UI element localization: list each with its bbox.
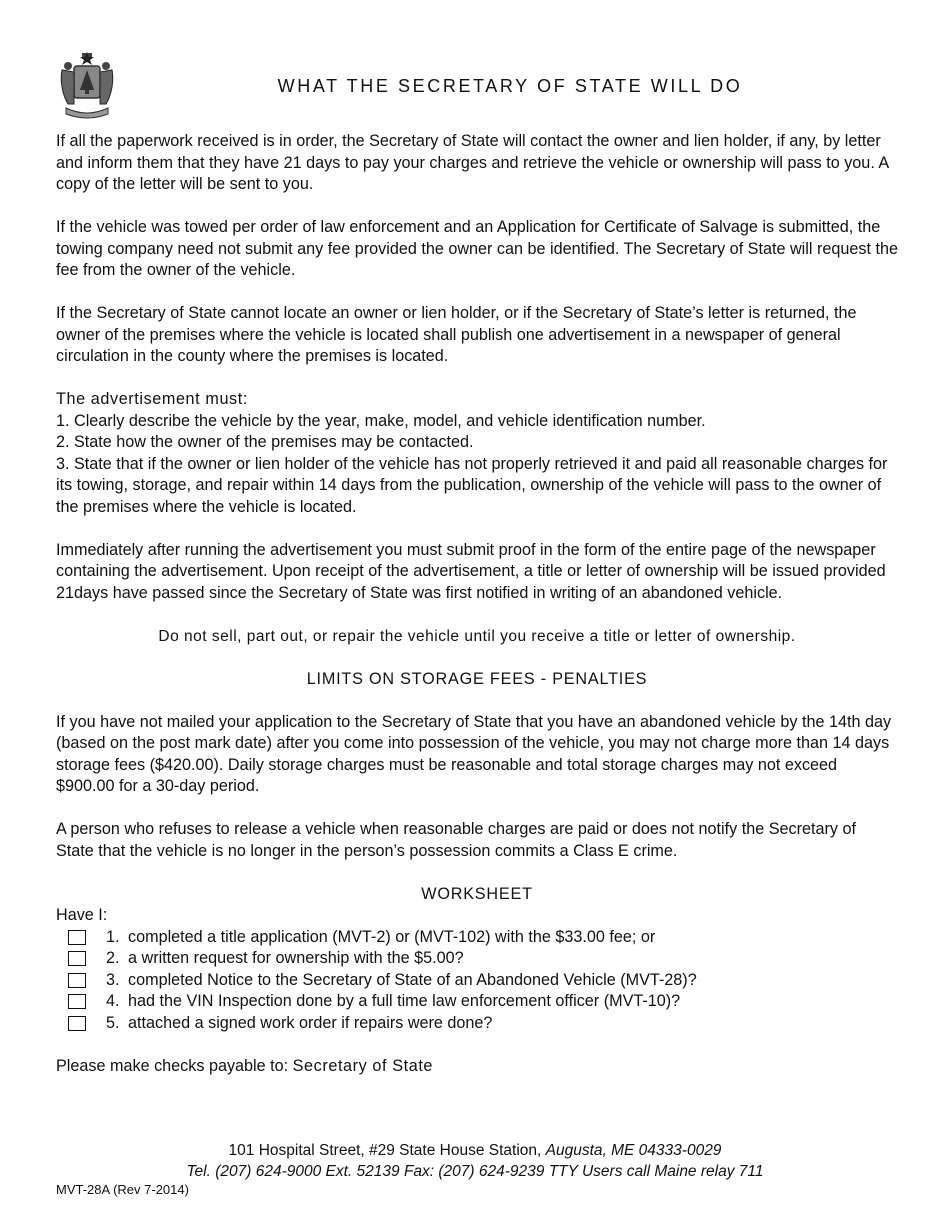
paragraph-owner-not-located: If the Secretary of State cannot locate an owner or lien holder, or if the Secretary of State’s letter is returned, the owner of the premises where the vehicle is located shall publish one advertisement in a newspaper of general circulation in the county where the premises is located. (56, 304, 857, 365)
advertisement-section (56, 389, 898, 518)
worksheet-checkbox[interactable] (68, 951, 86, 966)
footer-address-line (0, 1140, 950, 1161)
document-body (56, 131, 898, 1077)
page-title: WHAT THE SECRETARY OF STATE WILL DO (277, 76, 743, 96)
worksheet-item-number: 4. (106, 992, 120, 1010)
footer (0, 1140, 950, 1182)
advertisement-item: 3. State that if the owner or lien holder of the vehicle has not properly retrieved it and paid all reasonable charges for its towing, storage, and repair within 14 days from the publication, ownership of the vehicle will pass to the owner of the premises where the vehicle is located. (56, 454, 888, 516)
worksheet-heading: WORKSHEET (421, 884, 533, 903)
worksheet-item-text: a written request for ownership with the $5.00? (128, 949, 464, 967)
worksheet-checkbox[interactable] (68, 1016, 86, 1031)
worksheet-item (56, 1013, 898, 1035)
worksheet-item-number: 1. (106, 927, 120, 946)
worksheet-checkbox[interactable] (68, 930, 86, 945)
worksheet-item-number: 3. (106, 970, 120, 989)
worksheet-item-number: 2. (106, 949, 120, 967)
worksheet-item-text: completed a title application (MVT-2) or (MVT-102) with the $33.00 fee; or (128, 927, 656, 946)
worksheet-item-number: 5. (106, 1013, 120, 1032)
worksheet-intro: Have I: (56, 906, 108, 924)
footer-city: Augusta, ME 04333-0029 (545, 1142, 722, 1159)
paragraph-towed: If the vehicle was towed per order of law enforcement and an Application for Certificate of Salvage is submitted, the towing company need not submit any fee provided the owner can be identified. The Secretary of State will request the fee from the owner of the vehicle. (56, 218, 898, 279)
form-number: MVT-28A (Rev 7-2014) (56, 1182, 189, 1197)
paragraph-paperwork: If all the paperwork received is in order, the Secretary of State will contact the owner and lien holder, if any, by letter and inform them that they have 21 days to pay your charges and retrieve the vehicle or ownership will pass to you. A copy of the letter will be sent to you. (56, 132, 889, 193)
paragraph-class-e-crime: A person who refuses to release a vehicle when reasonable charges are paid or does not notify the Secretary of State that the vehicle is no longer in the person’s possession commits a Class E crime. (56, 820, 856, 860)
worksheet-checkbox[interactable] (68, 973, 86, 988)
maine-state-seal-icon (58, 52, 116, 120)
footer-contact: Tel. (207) 624-9000 Ext. 52139 Fax: (207) 624-9239 TTY Users call Maine relay 711 (186, 1163, 764, 1180)
checks-payable-line (56, 1056, 898, 1078)
paragraph-proof: Immediately after running the advertisement you must submit proof in the form of the entire page of the newspaper containing the advertisement. Upon receipt of the advertisement, a title or letter of ownership will be issued provided 21days have passed since the Secretary of State was first notified in writing of an abandoned vehicle. (56, 540, 886, 602)
limits-heading: LIMITS ON STORAGE FEES - PENALTIES (306, 669, 648, 688)
advertisement-label: The advertisement must: (56, 390, 248, 408)
checks-label: Please make checks payable to: (56, 1056, 289, 1075)
worksheet-item (56, 927, 898, 949)
advertisement-item: 1. Clearly describe the vehicle by the year, make, model, and vehicle identification number. (56, 411, 706, 430)
worksheet-item-text: attached a signed work order if repairs were done? (128, 1013, 493, 1032)
worksheet-item (56, 991, 898, 1013)
footer-address: 101 Hospital Street, #29 State House Station, (228, 1142, 542, 1159)
advertisement-item: 2. State how the owner of the premises may be contacted. (56, 433, 474, 451)
worksheet-list (56, 927, 898, 1035)
worksheet-item-text: had the VIN Inspection done by a full time law enforcement officer (MVT-10)? (128, 992, 681, 1010)
worksheet-checkbox[interactable] (68, 994, 86, 1009)
notice-do-not-sell: Do not sell, part out, or repair the vehicle until you receive a title or letter of ownership. (158, 627, 796, 645)
worksheet-item-text: completed Notice to the Secretary of State of an Abandoned Vehicle (MVT-28)? (128, 970, 697, 989)
paragraph-storage-fees: If you have not mailed your application to the Secretary of State that you have an abandoned vehicle by the 14th day (based on the post mark date) after you come into possession of the vehicle, you may not charge more than 14 days storage fees ($420.00). Daily storage charges must be reasonable and total storage charges may not exceed $900.00 for a 30-day period. (56, 712, 892, 795)
checks-payee: Secretary of State (292, 1056, 434, 1075)
worksheet-item (56, 948, 898, 970)
worksheet-item (56, 970, 898, 992)
